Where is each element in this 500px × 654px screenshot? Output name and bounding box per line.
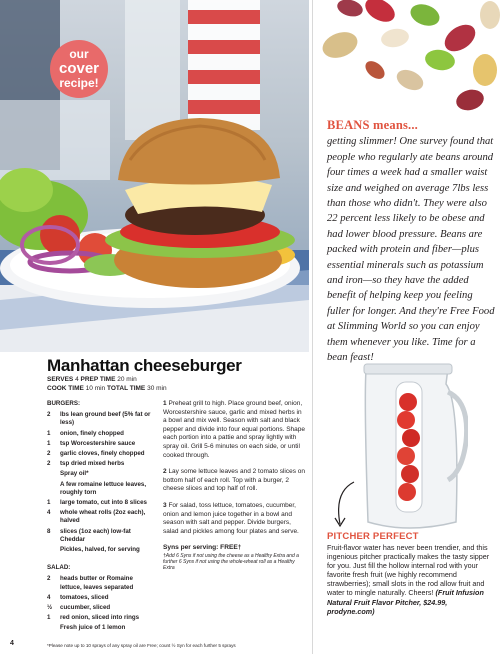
syns-per-serving: Syns per serving: FREE† [163, 544, 242, 552]
beans-heading-cont: getting slimmer! [327, 136, 397, 148]
salad-section-label: SALAD: [47, 564, 71, 572]
pitcher-product: (Fruit Infusion Natural Fruit Flavor Pitcher, $24.99, prodyne.com) [327, 588, 484, 616]
method-step [163, 502, 306, 536]
syns-note: †Add 6 Syns if not using the cheese as a Healthy Extra and a further 6 Syns if not using the whole-wheat roll as a Healthy Extra [163, 552, 299, 572]
arrow-icon [330, 480, 360, 530]
cook-label: COOK TIME [47, 385, 84, 392]
ingredient-text: Spray oil* [60, 470, 89, 478]
beans-article [327, 118, 497, 366]
burger-photo [0, 0, 309, 352]
ingredient-qty: 4 [47, 509, 51, 517]
ingredient-text: heads butter or Romaine lettuce, leaves separated [60, 575, 134, 591]
ingredient-qty [47, 470, 60, 478]
method [163, 400, 306, 572]
ingredient-row [47, 440, 155, 448]
step-text: Lay some lettuce leaves and 2 tomato slices on bottom half of each roll. Top with a burger, 2 cheese slices and top half of roll. [163, 468, 306, 493]
badge-line-3: recipe! [59, 76, 99, 90]
method-step [163, 400, 306, 460]
ingredient-qty [47, 481, 60, 497]
step-number: 3 [163, 501, 167, 509]
badge-line-2: cover [58, 60, 100, 77]
ingredient-text: Fresh juice of 1 lemon [60, 624, 126, 632]
pitcher-image [348, 362, 468, 537]
ingredient-qty [47, 624, 60, 632]
cover-recipe-badge [50, 40, 108, 98]
ingredients [47, 400, 155, 635]
ingredient-text: A few romaine lettuce leaves, roughly torn [60, 480, 147, 496]
burgers-section-label: BURGERS: [47, 400, 81, 407]
ingredient-qty: 1 [47, 614, 51, 622]
ingredient-qty: ½ [47, 604, 53, 612]
ingredient-qty: 4 [47, 593, 51, 601]
ingredient-row [47, 460, 155, 468]
beans-body: One survey found that people who regularly ate beans around four times a week had a smaller waist size and weighed on average 7lbs less than those who didn't. They were also 22 percent less likely to be obese and had lower blood pressure. Beans are packed with protein and fiber—plus essential minerals such as potassium and iron—so they have the added benefit of helping keep you feeling fuller for longer. And they're Free Food at Slimming World so you can enjoy them whenever you like. Time for a bean feast! [327, 136, 495, 364]
ingredient-qty: 1 [47, 499, 51, 507]
ingredient-text: large tomato, cut into 8 slices [60, 499, 147, 507]
pitcher-description: Fruit-flavor water has never been trendier, and this ingenious pitcher practically makes the tasty sipper for you. Just fill the hollow internal rod with your favorite fresh fruit (we highly recommend strawberries); small slots in the rod allow fruit and water to mingle naturally. Cheers! [327, 543, 490, 598]
ingredient-qty: 2 [47, 460, 51, 468]
page-number: 4 [10, 640, 14, 647]
ingredient-qty: 8 [47, 527, 51, 535]
ingredient-qty: 2 [47, 450, 51, 458]
ingredient-text: cucumber, sliced [60, 604, 111, 612]
cook-value: 10 min [85, 385, 106, 392]
ingredient-row [47, 624, 155, 632]
ingredient-row [47, 430, 155, 438]
ingredient-row [47, 509, 155, 525]
ingredient-qty: 1 [47, 439, 51, 447]
ingredient-text: tsp dried mixed herbs [60, 460, 125, 468]
ingredient-text: onion, finely chopped [60, 429, 124, 437]
ingredient-row [47, 546, 155, 554]
badge-line-1: our [69, 47, 89, 61]
ingredient-text: Pickles, halved, for serving [60, 546, 140, 554]
prep-label: PREP TIME [80, 376, 116, 383]
ingredient-row [47, 411, 155, 427]
column-divider [312, 0, 313, 654]
burger-illustration [0, 0, 309, 352]
step-number: 2 [163, 468, 167, 476]
ingredient-qty: 2 [47, 411, 51, 419]
pitcher-title: PITCHER PERFECT [327, 531, 419, 542]
ingredient-qty: 2 [47, 575, 51, 583]
ingredient-row [47, 481, 155, 497]
serves-value: 4 [75, 376, 79, 383]
ingredient-text: tsp Worcestershire sauce [60, 439, 136, 447]
footnote: *Please note up to 10 sprays of any spray oil are Free; count ½ Syn for each further 5 sprays [47, 643, 236, 648]
ingredient-row [47, 594, 155, 602]
beans-heading: BEANS means... [327, 118, 419, 132]
ingredient-row [47, 528, 155, 544]
pitcher-body [327, 543, 495, 616]
ingredient-row [47, 604, 155, 612]
serves-label: SERVES [47, 376, 74, 383]
ingredient-text: whole wheat rolls (2oz each), halved [60, 509, 146, 525]
prep-value: 20 min [117, 376, 137, 383]
step-text: Preheat grill to high. Place ground beef, onion, Worcestershire sauce, garlic and mixed herbs in a bowl and mix well. Season with salt and black pepper and divide into four equal portions. Shape each portion into a pattie and spray lightly with spray oil. Grill 5-6 minutes on each side, or until cooked through. [163, 400, 306, 459]
total-label: TOTAL TIME [106, 385, 146, 392]
recipe-meta [47, 375, 167, 393]
ingredient-text: garlic cloves, finely chopped [60, 450, 145, 458]
ingredient-text: tomatoes, sliced [60, 593, 109, 601]
ingredient-qty [47, 546, 60, 554]
ingredient-row [47, 450, 155, 458]
ingredient-row [47, 499, 155, 507]
ingredient-qty: 1 [47, 429, 51, 437]
beans-image [320, 0, 500, 120]
total-value: 30 min [147, 385, 167, 392]
step-number: 1 [163, 400, 167, 407]
method-step [163, 468, 306, 494]
ingredient-row [47, 575, 155, 591]
ingredient-text: slices (1oz each) low-fat Cheddar [60, 527, 131, 543]
ingredient-row [47, 614, 155, 622]
ingredient-row [47, 470, 155, 478]
step-text: For salad, toss lettuce, tomatoes, cucumber, onion and lemon juice together in a bowl and season with salt and pepper. Divide burgers, salad and pickles among four plates and serve. [163, 501, 299, 535]
ingredient-text: lbs lean ground beef (5% fat or less) [60, 411, 151, 427]
recipe-title: Manhattan cheeseburger [47, 356, 242, 375]
ingredient-text: red onion, sliced into rings [60, 614, 140, 622]
